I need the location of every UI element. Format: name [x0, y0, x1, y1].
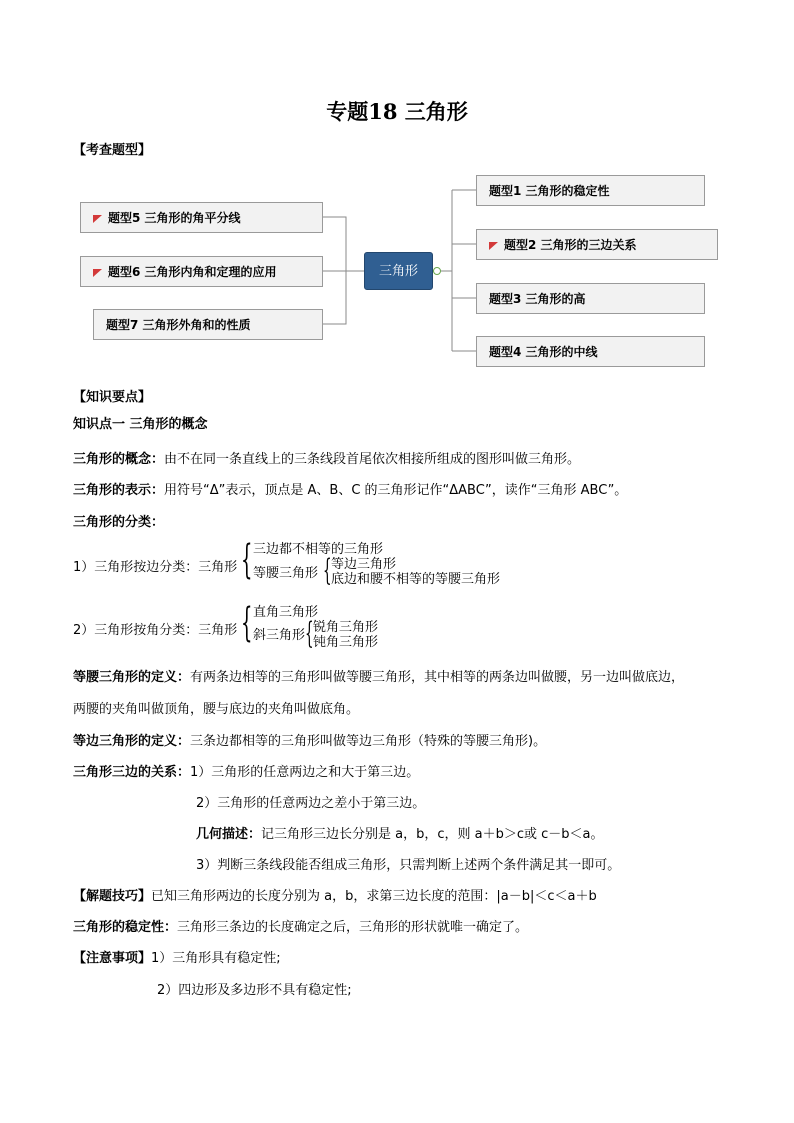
mindmap-right-item-2[interactable]: 题型2 三角形的三边关系: [476, 229, 718, 260]
section-types-heading: 【考查题型】: [73, 143, 152, 158]
side-class-b1: 等边三角形: [331, 557, 397, 572]
mindmap-right-item-1[interactable]: 题型1 三角形的稳定性: [476, 175, 705, 206]
notes-2: 2）四边形及多边形不具有稳定性;: [157, 983, 352, 998]
angle-class-b1: 锐角三角形: [313, 620, 379, 635]
left-brace-icon: {: [241, 537, 253, 583]
geometric-description: 几何描述：记三角形三边长分别是 a，b，c，则 a＋b＞c或 c－b＜a。: [196, 827, 604, 842]
sides-relation-3: 3）判断三条线段能否组成三角形，只需判断上述两个条件满足其一即可。: [196, 858, 621, 873]
solving-tip: 【解题技巧】已知三角形两边的长度分别为 a，b，求第三边长度的范围：|a－b|＜c＜a＋b: [73, 889, 597, 904]
angle-class-b2: 钝角三角形: [313, 635, 379, 650]
mindmap-center-node[interactable]: 三角形: [364, 252, 433, 290]
red-flag-icon: [93, 215, 102, 223]
red-flag-icon: [93, 269, 102, 277]
side-class-a: 三边都不相等的三角形: [253, 542, 384, 557]
stability-paragraph: 三角形的稳定性：三角形三条边的长度确定之后，三角形的形状就唯一确定了。: [73, 920, 529, 935]
page-title: 专题18 三角形: [326, 99, 468, 124]
concept-paragraph: 三角形的概念：由不在同一条直线上的三条线段首尾依次相接所组成的图形叫做三角形。: [73, 452, 581, 467]
mindmap-left-item-1[interactable]: 题型5 三角形的角平分线: [80, 202, 323, 233]
angle-class-a: 直角三角形: [253, 605, 319, 620]
knowledge-point-1-title: 知识点一 三角形的概念: [73, 417, 208, 432]
classify-by-side-lead: 1）三角形按边分类：三角形: [73, 560, 238, 575]
mindmap-right-item-4[interactable]: 题型4 三角形的中线: [476, 336, 705, 367]
angle-class-b: 斜三角形: [253, 628, 306, 643]
mindmap-left-item-2[interactable]: 题型6 三角形内角和定理的应用: [80, 256, 323, 287]
notes-1: 【注意事项】1）三角形具有稳定性;: [73, 951, 281, 966]
mindmap-right-item-3[interactable]: 题型3 三角形的高: [476, 283, 705, 314]
isosceles-definition-cont: 两腰的夹角叫做顶角，腰与底边的夹角叫做底角。: [73, 702, 360, 717]
mindmap-left-item-3[interactable]: 题型7 三角形外角和的性质: [93, 309, 323, 340]
isosceles-definition: 等腰三角形的定义：有两条边相等的三角形叫做等腰三角形，其中相等的两条边叫做腰，另一边叫做底边，: [73, 670, 685, 685]
classify-by-angle-lead: 2）三角形按角分类：三角形: [73, 623, 238, 638]
sides-relation-2: 2）三角形的任意两边之差小于第三边。: [196, 796, 426, 811]
section-knowledge-heading: 【知识要点】: [73, 390, 152, 405]
side-class-b: 等腰三角形: [253, 566, 319, 581]
sides-relation-1: 三角形三边的关系：1）三角形的任意两边之和大于第三边。: [73, 765, 420, 780]
connector-node-icon: [434, 268, 441, 275]
left-brace-icon: {: [323, 553, 332, 588]
side-class-b2: 底边和腰不相等的等腰三角形: [331, 572, 501, 587]
notation-paragraph: 三角形的表示：用符号“Δ”表示，顶点是 A、B、C 的三角形记作“ΔABC”，读作“三角形 ABC”。: [73, 483, 628, 498]
classify-label: 三角形的分类：: [73, 515, 165, 530]
left-brace-icon: {: [241, 600, 253, 646]
equilateral-definition: 等边三角形的定义：三条边都相等的三角形叫做等边三角形（特殊的等腰三角形)。: [73, 734, 547, 749]
left-brace-icon: {: [305, 616, 314, 651]
red-flag-icon: [489, 242, 498, 250]
